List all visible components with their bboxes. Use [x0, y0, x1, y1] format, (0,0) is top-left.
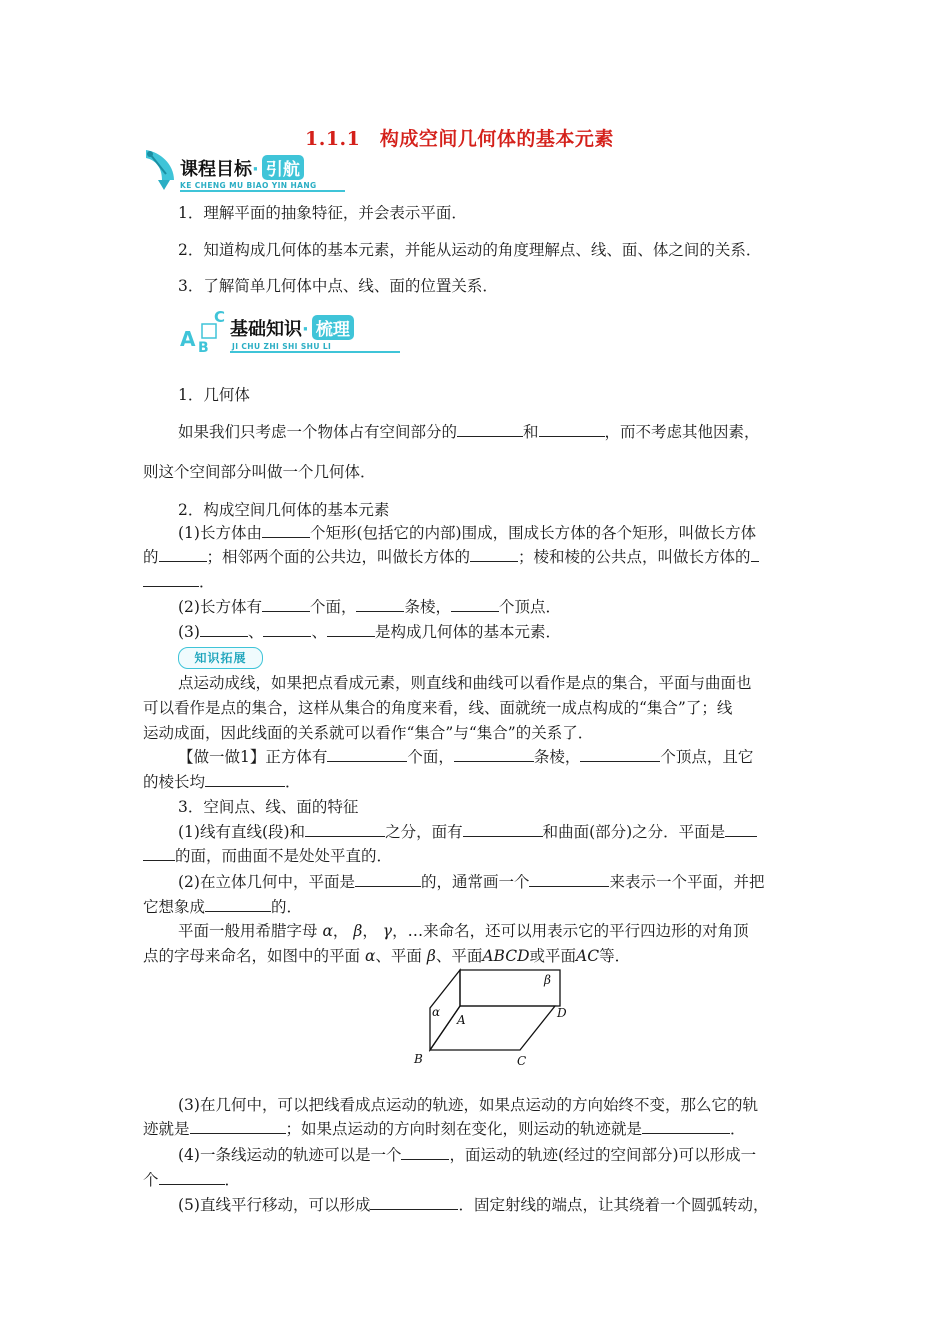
- section-1-heading: 1．几何体: [178, 386, 250, 404]
- blank[interactable]: [327, 622, 375, 637]
- section-3-item4-line2: 个 ．: [143, 1171, 241, 1189]
- banner-subtitle: KE CHENG MU BIAO YIN HANG: [180, 181, 317, 190]
- try-it-1-line2: 的棱长均 ．: [143, 773, 301, 791]
- goal-3: 3．了解简单几何体中点、线、面的位置关系．: [178, 277, 498, 295]
- label-c: C: [517, 1054, 527, 1068]
- blank[interactable]: [401, 1145, 449, 1160]
- banner-underline: [230, 351, 400, 353]
- section-2-heading: 2．构成空间几何体的基本元素: [178, 501, 390, 519]
- section-3-line3: (2)在立体几何中，平面是 的，通常画一个 来表示一个平面，并把: [178, 873, 765, 891]
- banner-subtitle: JI CHU ZHI SHI SHU LI: [232, 342, 332, 351]
- blank[interactable]: [159, 547, 207, 562]
- section-3-item3-line1: (3)在几何中，可以把线看成点运动的轨迹，如果点运动的方向始终不变，那么它的轨: [178, 1096, 758, 1114]
- blank[interactable]: [725, 822, 757, 837]
- section-2-item3: (3) 、 、 是构成几何体的基本元素．: [178, 623, 562, 641]
- blank[interactable]: [305, 822, 385, 837]
- section-3-heading: 3．空间点、线、面的特征: [178, 798, 359, 816]
- label-d: D: [557, 1006, 567, 1020]
- blank[interactable]: [327, 747, 407, 762]
- blank[interactable]: [205, 897, 271, 912]
- blank[interactable]: [190, 1119, 286, 1134]
- letter-c: C: [214, 308, 226, 326]
- planes-figure: [410, 968, 580, 1068]
- section-1-paragraph-line2: 则这个空间部分叫做一个几何体．: [143, 463, 376, 481]
- goal-2: 2．知道构成几何体的基本元素，并能从运动的角度理解点、线、面、体之间的关系．: [178, 241, 762, 259]
- blank[interactable]: [205, 772, 285, 787]
- basic-knowledge-banner: C A B 基础知识· 梳理 JI CHU ZHI SHI SHU LI: [176, 306, 406, 356]
- course-goals-banner: 课程目标· 引航 KE CHENG MU BIAO YIN HANG: [140, 146, 355, 194]
- section-3-line6: 点的字母来命名，如图中的平面 α、平面 β、平面ABCD或平面AC等．: [143, 947, 631, 965]
- extension-line-1: 点运动成线，如果把点看成元素，则直线和曲线可以看作是点的集合，平面与曲面也: [178, 674, 752, 692]
- blank[interactable]: [642, 1119, 730, 1134]
- blank[interactable]: [529, 872, 609, 887]
- blank[interactable]: [454, 747, 534, 762]
- plane-abcd: [430, 1006, 555, 1050]
- extension-line-3: 运动成面，因此线面的关系就可以看作“集合”与“集合”的关系了．: [143, 724, 594, 742]
- section-3-line4: 它想象成 的．: [143, 898, 303, 916]
- banner-title: 基础知识: [230, 319, 302, 340]
- section-3-item3-line2: 迹就是 ；如果点运动的方向时刻在变化，则运动的轨迹就是 ．: [143, 1120, 746, 1138]
- blank[interactable]: [370, 1195, 458, 1210]
- blank[interactable]: [539, 422, 605, 437]
- label-alpha: α: [432, 1005, 441, 1019]
- abc-letters-icon: [176, 306, 232, 354]
- try-it-1-line1: 【做一做1】正方体有 个面， 条棱， 个顶点，且它: [178, 748, 754, 766]
- blank[interactable]: [159, 1170, 225, 1185]
- banner-underline: [180, 190, 345, 192]
- blank[interactable]: [356, 597, 404, 612]
- blank[interactable]: [262, 597, 310, 612]
- blank[interactable]: [143, 572, 199, 587]
- section-2-item1-line1: (1)长方体由 个矩形(包括它的内部)围成，围成长方体的各个矩形，叫做长方体: [178, 524, 757, 542]
- banner-tag: 梳理: [312, 315, 354, 340]
- blank[interactable]: [457, 422, 523, 437]
- letter-b: B: [198, 340, 209, 354]
- section-3-line5: 平面一般用希腊字母 α， β， γ，…来命名，还可以用表示它的平行四边形的对角顶: [178, 922, 749, 940]
- page-title: 1.1.1 构成空间几何体的基本元素: [305, 128, 614, 150]
- section-2-item1-line2: 的 ；相邻两个面的公共边，叫做长方体的 ；棱和棱的公共点，叫做长方体的: [143, 547, 759, 567]
- section-2-item2: (2)长方体有 个面， 条棱， 个顶点．: [178, 598, 562, 616]
- blank[interactable]: [143, 846, 175, 861]
- blank[interactable]: [263, 622, 311, 637]
- blank[interactable]: [262, 523, 310, 538]
- section-1-paragraph-line1: 如果我们只考虑一个物体占有空间部分的 和 ，而不考虑其他因素，: [178, 423, 760, 441]
- blank[interactable]: [580, 747, 660, 762]
- section-2-item1-line3: ．: [143, 572, 215, 592]
- blank[interactable]: [355, 872, 421, 887]
- blank[interactable]: [463, 822, 543, 837]
- goal-1: 1．理解平面的抽象特征，并会表示平面．: [178, 204, 467, 222]
- blank[interactable]: [451, 597, 499, 612]
- blank[interactable]: [200, 622, 248, 637]
- section-3-line1: (1)线有直线(段)和 之分，面有 和曲面(部分)之分．平面是: [178, 822, 757, 842]
- section-3-item4-line1: (4)一条线运动的轨迹可以是一个 ，面运动的轨迹(经过的空间部分)可以形成一: [178, 1146, 757, 1164]
- blank[interactable]: [751, 547, 759, 562]
- label-a: A: [457, 1013, 466, 1027]
- banner-title: 课程目标: [180, 159, 252, 180]
- banner-tag: 引航: [262, 155, 304, 180]
- label-beta: β: [544, 973, 551, 987]
- section-3-item5-line1: (5)直线平行移动，可以形成 ．固定射线的端点，让其绕着一个圆弧转动，: [178, 1196, 769, 1214]
- letter-a: A: [180, 327, 196, 351]
- label-b: B: [414, 1052, 423, 1066]
- section-3-line2: 的面，而曲面不是处处平直的．: [143, 846, 392, 866]
- extension-line-2: 可以看作是点的集合，这样从集合的角度来看，线、面就统一成点构成的“集合”了；线: [143, 699, 733, 717]
- blank[interactable]: [470, 547, 518, 562]
- satellite-dish-icon: [140, 146, 184, 192]
- knowledge-extension-badge: 知识拓展: [178, 647, 263, 669]
